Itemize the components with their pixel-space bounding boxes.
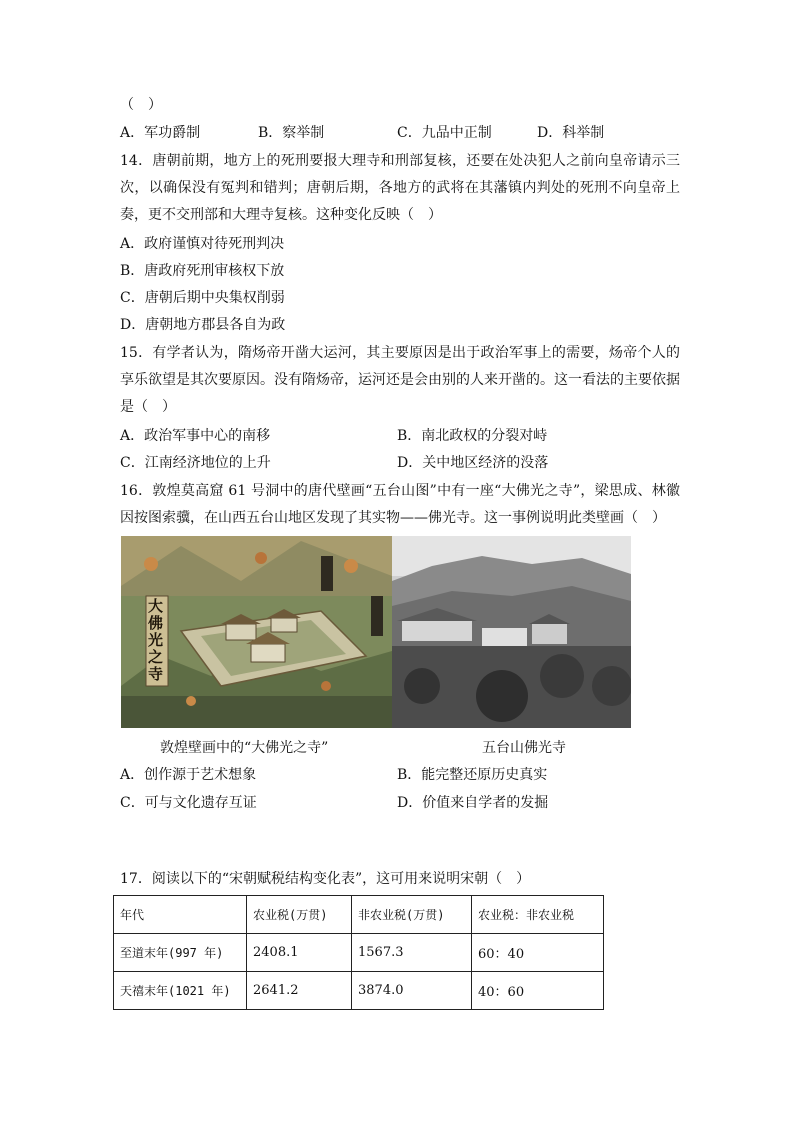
q15-option-b[interactable]: B．南北政权的分裂对峙 [397, 428, 548, 444]
table-row [114, 972, 604, 1010]
table-header-row [114, 896, 604, 934]
table-header-cell: 非农业税(万贯) [352, 896, 472, 934]
q16-option-a[interactable]: A．创作源于艺术想象 [120, 767, 257, 783]
table-cell: 60：40 [472, 934, 604, 972]
table-row [114, 934, 604, 972]
mural-inscription: 大佛光之寺 [148, 597, 164, 683]
q16-stem: 16．敦煌莫高窟 61 号洞中的唐代壁画“五台山图”中有一座“大佛光之寺”，梁思成、林徽因按图索骥，在山西五台山地区发现了其实物——佛光寺。这一事例说明此类壁画（ ） [120, 483, 680, 526]
song-tax-structure-table [113, 895, 604, 1010]
q14-stem: 14．唐朝前期，地方上的死刑要报大理寺和刑部复核，还要在处决犯人之前向皇帝请示三次，以确保没有冤判和错判；唐朝后期，各地方的武将在其藩镇内判处的死刑不向皇帝上奏，更不交刑部和大理寺复核。这种变化反映（ ） [120, 153, 680, 223]
q15-option-d[interactable]: D．关中地区经济的没落 [397, 455, 549, 471]
caption-foguang-temple: 五台山佛光寺 [482, 740, 566, 756]
table-cell: 40：60 [472, 972, 604, 1010]
q13-option-a[interactable]: A．军功爵制 [120, 125, 201, 141]
q13-answer-paren: （ ） [120, 97, 162, 113]
table-cell: 1567.3 [352, 934, 472, 972]
q16-option-b[interactable]: B．能完整还原历史真实 [397, 767, 548, 783]
q14-option-d[interactable]: D．唐朝地方郡县各自为政 [120, 317, 286, 333]
table-header-cell: 农业税(万贯) [247, 896, 352, 934]
table-cell: 至道末年(997 年) [114, 934, 247, 972]
q16-option-d[interactable]: D．价值来自学者的发掘 [397, 795, 549, 811]
table-header-cell: 年代 [114, 896, 247, 934]
q15-stem: 15．有学者认为，隋炀帝开凿大运河，其主要原因是出于政治军事上的需要，炀帝个人的享乐欲望是其次要原因。没有隋炀帝，运河还是会由别的人来开凿的。这一看法的主要依据是（ ） [120, 345, 680, 415]
table-header-cell: 农业税：非农业税 [472, 896, 604, 934]
q13-option-b[interactable]: B．察举制 [258, 125, 325, 141]
q13-option-c[interactable]: C．九品中正制 [397, 125, 492, 141]
q14-option-b[interactable]: B．唐政府死刑审核权下放 [120, 263, 285, 279]
q15-option-a[interactable]: A．政治军事中心的南移 [120, 428, 271, 444]
q14-option-a[interactable]: A．政府谨慎对待死刑判决 [120, 236, 285, 252]
q14-option-c[interactable]: C．唐朝后期中央集权削弱 [120, 290, 285, 306]
table-cell: 2408.1 [247, 934, 352, 972]
foguang-temple-photo [392, 536, 631, 728]
q16-option-c[interactable]: C．可与文化遗存互证 [120, 795, 257, 811]
table-cell: 2641.2 [247, 972, 352, 1010]
q17-stem: 17．阅读以下的“宋朝赋税结构变化表”，这可用来说明宋朝（ ） [120, 871, 531, 887]
table-cell: 3874.0 [352, 972, 472, 1010]
caption-dunhuang-mural: 敦煌壁画中的“大佛光之寺” [160, 740, 329, 756]
dunhuang-mural-image [121, 536, 392, 728]
q15-option-c[interactable]: C．江南经济地位的上升 [120, 455, 271, 471]
table-cell: 天禧末年(1021 年) [114, 972, 247, 1010]
q13-option-d[interactable]: D．科举制 [537, 125, 605, 141]
